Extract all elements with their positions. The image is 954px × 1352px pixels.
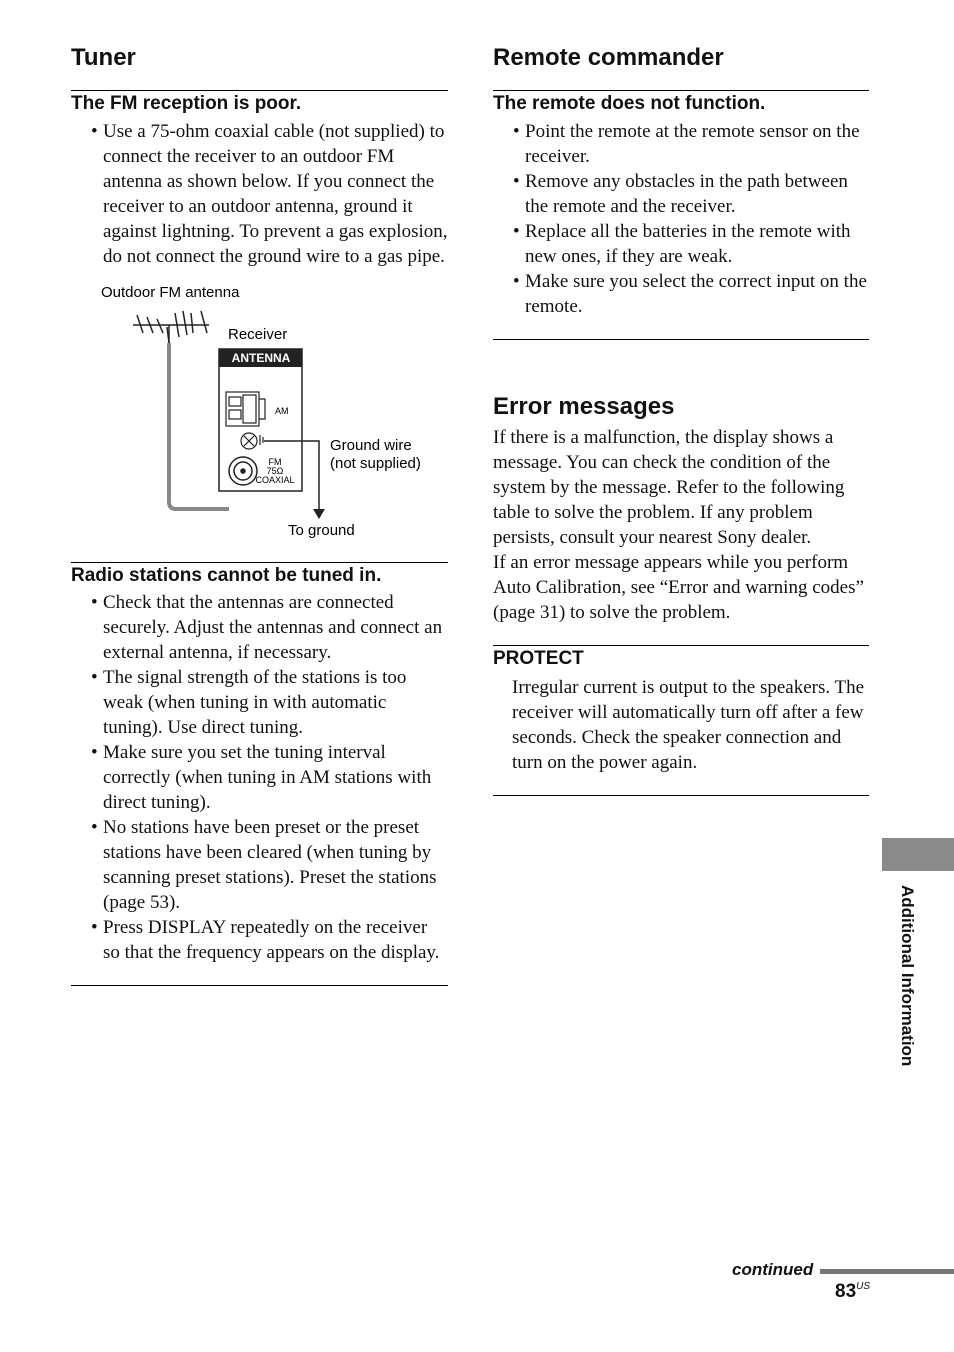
protect-heading: PROTECT	[493, 645, 869, 672]
fm-label-line2: 75Ω	[266, 466, 284, 476]
antenna-panel-label: ANTENNA	[231, 351, 291, 365]
list-item: • Make sure you set the tuning interval correctly (when tuning in AM stations with direct tuning).	[71, 740, 448, 815]
fm-reception-heading: The FM reception is poor.	[71, 90, 448, 117]
section-divider	[493, 795, 869, 796]
side-tab-marker	[882, 838, 954, 871]
section-divider	[493, 339, 869, 340]
receiver-label: Receiver	[228, 326, 288, 343]
list-item: • Make sure you select the correct input on the remote.	[493, 269, 869, 319]
am-label: AM	[275, 406, 289, 416]
fm-label-line1: FM	[268, 457, 282, 467]
left-column	[71, 40, 448, 986]
fm-coaxial-jack-icon	[229, 457, 257, 485]
list-item: • Remove any obstacles in the path between the remote and the receiver.	[493, 169, 869, 219]
ground-arrow-icon	[313, 509, 325, 519]
side-tab-label: Additional Information	[898, 885, 917, 1067]
list-item: • Check that the antennas are connected securely. Adjust the antennas and connect an external antenna, if necessary.	[71, 590, 448, 665]
antenna-connection-diagram	[71, 277, 448, 552]
continued-label: continued	[732, 1260, 814, 1279]
page-number	[835, 1281, 870, 1303]
error-paragraph-2: If an error message appears while you perform Auto Calibration, see “Error and warning codes” (page 31) to solve the problem.	[493, 552, 864, 623]
list-item: • The signal strength of the stations is too weak (when tuning in with automatic tuning). Use direct tuning.	[71, 665, 448, 740]
list-item: • Point the remote at the remote sensor on the receiver.	[493, 119, 869, 169]
ground-wire-label-line1: Ground wire	[330, 437, 412, 454]
right-column	[493, 40, 869, 796]
to-ground-label: To ground	[288, 522, 355, 539]
section-title-tuner: Tuner	[71, 44, 136, 71]
page-number-value: 83	[835, 1281, 857, 1302]
remote-heading: The remote does not function.	[493, 90, 869, 117]
fm-bullet-list	[71, 119, 448, 269]
continued-bar	[820, 1269, 954, 1274]
remote-bullet-list	[493, 119, 869, 319]
list-item: • No stations have been preset or the preset stations have been cleared (when tuning by scanning preset stations). Preset the stations (page 53).	[71, 815, 448, 915]
page-number-suffix: US	[856, 1281, 871, 1292]
ground-wire-label-line2: (not supplied)	[330, 455, 421, 472]
radio-bullet-list	[71, 590, 448, 965]
fm-antenna-icon	[133, 311, 209, 343]
fm-label-line3: COAXIAL	[255, 475, 295, 485]
radio-stations-heading: Radio stations cannot be tuned in.	[71, 562, 448, 589]
protect-text: Irregular current is output to the speakers. The receiver will automatically turn off after a few seconds. Check the speaker connection and turn on the power again.	[512, 677, 865, 773]
am-terminal-icon	[226, 392, 265, 426]
list-item: • Replace all the batteries in the remote with new ones, if they are weak.	[493, 219, 869, 269]
section-title-error: Error messages	[493, 393, 675, 420]
error-paragraph-1: If there is a malfunction, the display shows a message. You can check the condition of the system by the message. Refer to the following table to solve the problem. If any problem persists, consult your nearest Sony dealer.	[493, 427, 845, 548]
section-divider	[71, 985, 448, 986]
outdoor-antenna-label: Outdoor FM antenna	[101, 284, 240, 301]
list-item: • Use a 75-ohm coaxial cable (not supplied) to connect the receiver to an outdoor FM antenna as shown below. If you connect the receiver to an outdoor antenna, ground it against lightning. To prevent a gas explosion, do not connect the ground wire to a gas pipe.	[71, 119, 448, 269]
list-item: • Press DISPLAY repeatedly on the receiver so that the frequency appears on the display.	[71, 915, 448, 965]
section-title-remote: Remote commander	[493, 44, 724, 71]
